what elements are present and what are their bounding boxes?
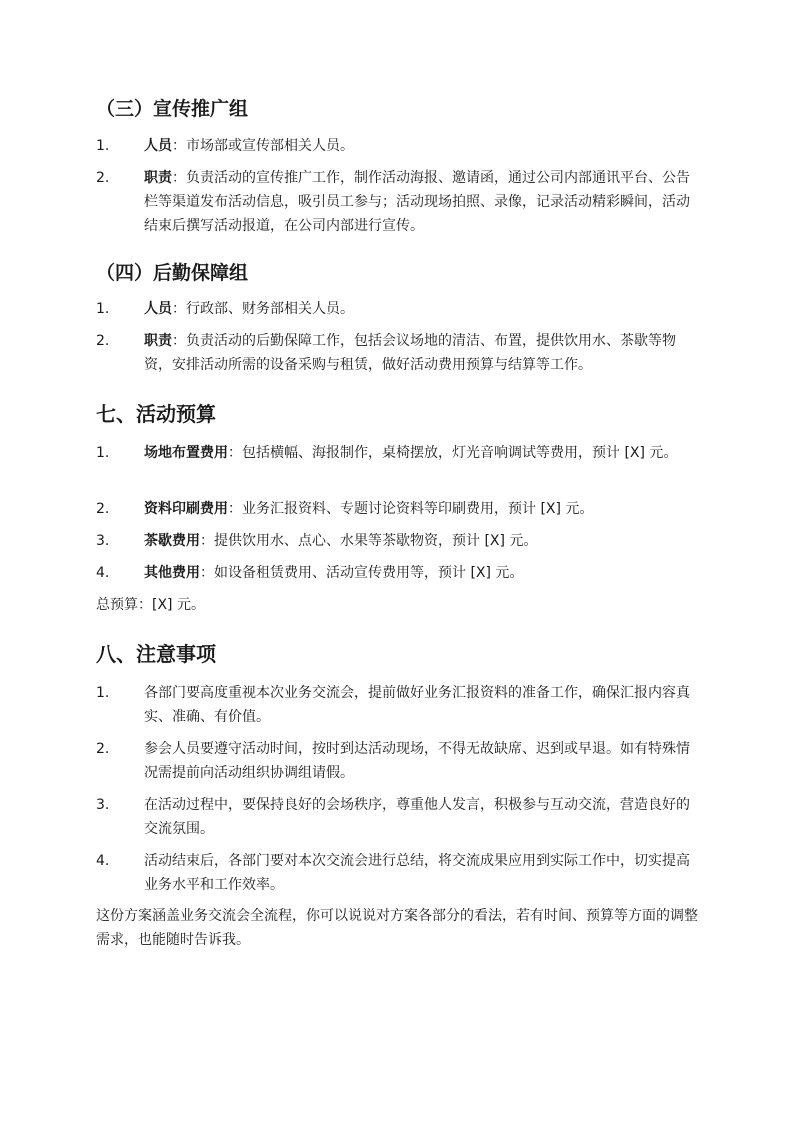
item-label: 其他费用 [144,565,200,581]
list-item [96,737,700,785]
item-text: ：提供饮用水、点心、水果等茶歇物资，预计 [X] 元。 [200,533,538,549]
list-number: 1. [96,685,110,701]
section-heading-publicity: （三）宣传推广组 [96,98,249,120]
list-item [96,793,700,841]
list-number: 1. [96,138,110,154]
list-item [96,166,700,238]
item-label: 人员 [144,138,172,154]
item-text: ：包括横幅、海报制作，桌椅摆放，灯光音响调试等费用，预计 [X] 元。 [228,445,678,461]
list-number: 3. [96,797,110,813]
item-label: 资料印刷费用 [144,501,228,517]
section-heading-budget: 七、活动预算 [96,402,216,426]
list-item [96,497,700,521]
list-item [96,529,700,553]
item-text: ：负责活动的宣传推广工作，制作活动海报、邀请函，通过公司内部通讯平台、公告栏等渠道发布活动信息，吸引员工参与；活动现场拍照、录像，记录活动精彩瞬间，活动结束后撰写活动报道，在公司内部进行宣传。 [144,170,690,234]
list-number: 3. [96,533,110,549]
list-number: 2. [96,170,110,186]
item-text: ：市场部或宣传部相关人员。 [172,138,354,154]
item-text: 活动结束后，各部门要对本次交流会进行总结，将交流成果应用到实际工作中，切实提高业务水平和工作效率。 [144,853,690,893]
item-text: ：如设备租赁费用、活动宣传费用等，预计 [X] 元。 [200,565,524,581]
item-text: 在活动过程中，要保持良好的会场秩序，尊重他人发言，积极参与互动交流，营造良好的交流氛围。 [144,797,690,837]
item-text: 各部门要高度重视本次业务交流会，提前做好业务汇报资料的准备工作，确保汇报内容真实、准确、有价值。 [144,685,690,725]
list-item [96,561,700,585]
closing-paragraph: 这份方案涵盖业务交流会全流程，你可以说说对方案各部分的看法，若有时间、预算等方面的调整需求，也能随时告诉我。 [96,908,698,948]
list-number: 1. [96,445,110,461]
item-text: ：业务汇报资料、专题讨论资料等印刷费用，预计 [X] 元。 [228,501,594,517]
list-number: 1. [96,301,110,317]
list-number: 4. [96,565,110,581]
section-heading-logistics: （四）后勤保障组 [96,262,249,284]
item-label: 茶歇费用 [144,533,200,549]
list-item [96,681,700,729]
item-text: 参会人员要遵守活动时间，按时到达活动现场，不得无故缺席、迟到或早退。如有特殊情况需提前向活动组织协调组请假。 [144,741,690,781]
item-label: 场地布置费用 [144,445,228,461]
list-number: 4. [96,853,110,869]
list-number: 2. [96,741,110,757]
item-text: ：负责活动的后勤保障工作，包括会议场地的清洁、布置，提供饮用水、茶歇等物资，安排活动所需的设备采购与租赁，做好活动费用预算与结算等工作。 [144,333,676,373]
list-number: 2. [96,333,110,349]
item-text: ：行政部、财务部相关人员。 [172,301,354,317]
list-item [96,849,700,897]
list-item [96,297,700,321]
list-number: 2. [96,501,110,517]
budget-total: 总预算：[X] 元。 [96,597,205,613]
item-label: 职责 [144,333,172,349]
list-item [96,441,700,465]
item-label: 职责 [144,170,172,186]
item-label: 人员 [144,301,172,317]
list-item [96,329,700,377]
section-heading-notes: 八、注意事项 [96,642,216,666]
list-item [96,134,700,158]
